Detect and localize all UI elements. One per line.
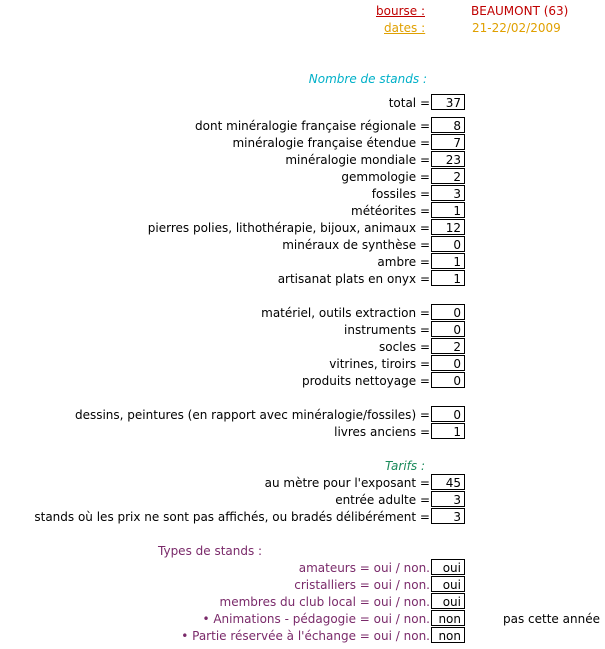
row-label: pierres polies, lithothérapie, bijoux, animaux = [147, 221, 430, 235]
type-label [202, 612, 430, 626]
tarif-value: 45 [431, 474, 465, 490]
tarif-label: au mètre pour l'exposant = [264, 476, 430, 490]
type-value: non [431, 610, 465, 626]
row-label: dont minéralogie française régionale = [195, 119, 430, 133]
row-label: dessins, peintures (en rapport avec minéralogie/fossiles) = [74, 408, 430, 422]
type-label: amateurs = oui / non. [298, 561, 430, 575]
type-value: non [431, 627, 465, 643]
row-label: livres anciens = [334, 425, 430, 439]
row-value: 0 [431, 321, 465, 337]
row-value: 1 [431, 270, 465, 286]
row-value: 1 [431, 253, 465, 269]
row-value: 8 [431, 117, 465, 133]
row-label: socles = [378, 340, 430, 354]
total-label: total = [388, 96, 430, 110]
tarif-label: stands où les prix ne sont pas affichés, ou bradés délibérément = [34, 510, 430, 524]
dates-value: 21-22/02/2009 [472, 21, 561, 35]
row-value: 0 [431, 372, 465, 388]
row-label: minéralogie française étendue = [232, 136, 430, 150]
bourse-key: bourse : [376, 4, 425, 18]
bourse-value: BEAUMONT (63) [471, 4, 569, 18]
row-label: gemmologie = [341, 170, 430, 184]
type-label: cristalliers = oui / non. [294, 578, 430, 592]
stands-title: Nombre de stands : [308, 72, 427, 86]
row-value: 0 [431, 236, 465, 252]
row-label: météorites = [351, 204, 430, 218]
row-label: minéralogie mondiale = [285, 153, 430, 167]
total-value: 37 [431, 94, 465, 110]
tarif-value: 3 [431, 491, 465, 507]
row-value: 7 [431, 134, 465, 150]
row-label: fossiles = [371, 187, 430, 201]
type-value: oui [431, 576, 465, 592]
row-label: vitrines, tiroirs = [329, 357, 430, 371]
row-label: artisanat plats en onyx = [277, 272, 430, 286]
row-label: instruments = [344, 323, 430, 337]
type-label-text: Animations - pédagogie = oui / non. [213, 612, 430, 626]
type-label: membres du club local = oui / non. [219, 595, 430, 609]
bullet-icon: • [202, 612, 210, 626]
row-value: 2 [431, 338, 465, 354]
row-label: minéraux de synthèse = [282, 238, 430, 252]
type-note: pas cette année [503, 612, 600, 626]
types-title: Types de stands : [158, 544, 263, 558]
tarif-value: 3 [431, 508, 465, 524]
row-label: produits nettoyage = [301, 374, 430, 388]
row-value: 3 [431, 185, 465, 201]
row-value: 1 [431, 202, 465, 218]
type-value: oui [431, 593, 465, 609]
row-value: 0 [431, 355, 465, 371]
type-label-text: Partie réservée à l'échange = oui / non. [192, 629, 430, 643]
bullet-icon: • [181, 629, 189, 643]
row-value: 12 [431, 219, 465, 235]
row-value: 0 [431, 304, 465, 320]
row-value: 2 [431, 168, 465, 184]
dates-key: dates : [384, 21, 426, 35]
tarif-label: entrée adulte = [335, 493, 430, 507]
row-value: 23 [431, 151, 465, 167]
row-label: ambre = [377, 255, 430, 269]
tarifs-title: Tarifs : [384, 459, 425, 473]
type-value: oui [431, 559, 465, 575]
row-value: 1 [431, 423, 465, 439]
row-value: 0 [431, 406, 465, 422]
row-label: matériel, outils extraction = [261, 306, 430, 320]
type-label [181, 629, 430, 643]
